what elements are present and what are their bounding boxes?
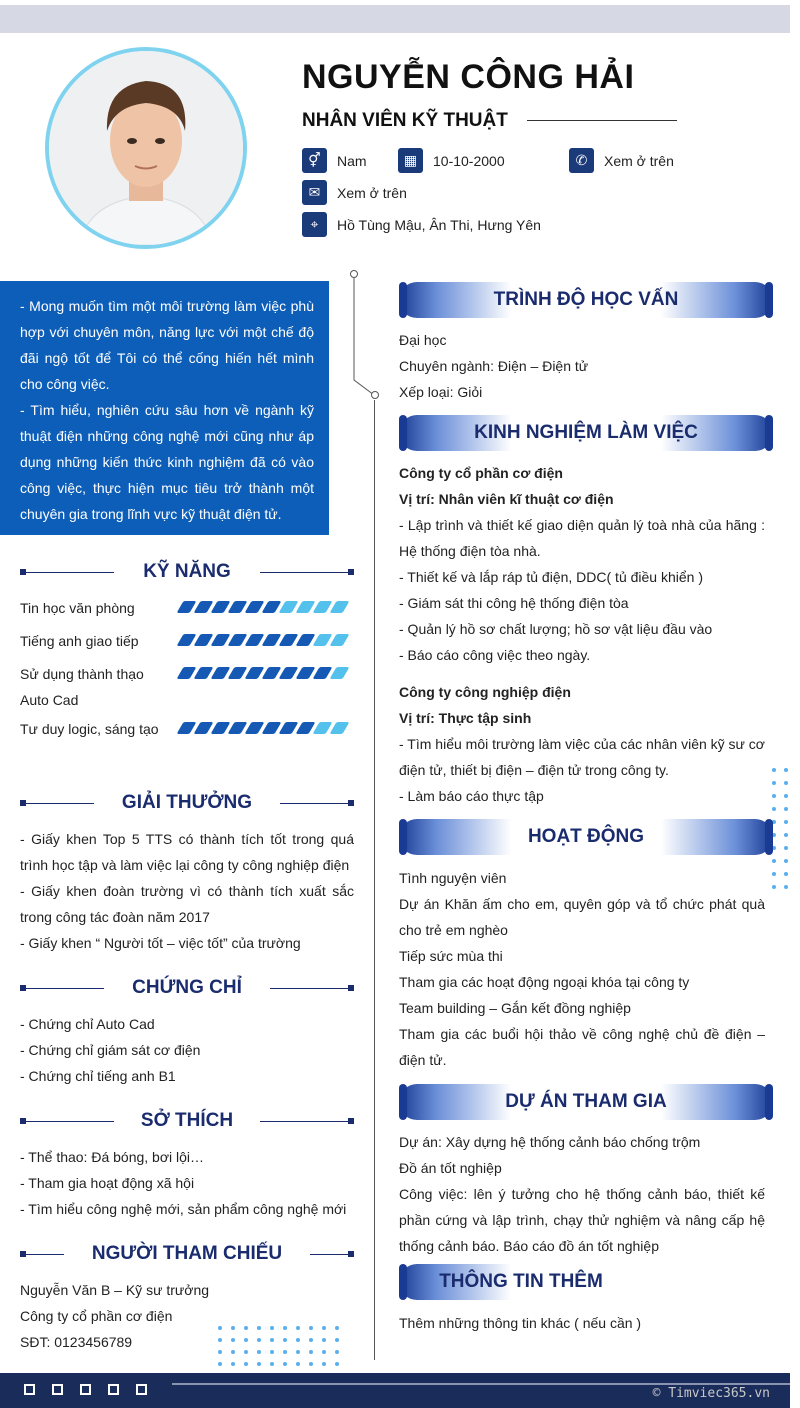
- gender-value: Nam: [337, 152, 367, 169]
- email-value: Xem ở trên: [337, 184, 407, 201]
- experience-heading: KINH NGHIỆM LÀM VIỆC: [399, 415, 773, 451]
- dot: [784, 807, 788, 811]
- dot: [335, 1362, 339, 1366]
- more-info-heading: THÔNG TIN THÊM: [399, 1264, 773, 1300]
- dot: [283, 1362, 287, 1366]
- dot: [270, 1326, 274, 1330]
- job-task: - Quản lý hồ sơ chất lượng; hồ sơ vật liệu đầu vào: [399, 621, 713, 637]
- address-row: [302, 212, 541, 237]
- email-row: [302, 180, 407, 205]
- avatar: [45, 47, 247, 249]
- dot: [244, 1326, 248, 1330]
- certificate-item: - Chứng chỉ giám sát cơ điện: [20, 1042, 201, 1058]
- company-name: Công ty cổ phần cơ điện: [399, 465, 563, 481]
- dot: [231, 1362, 235, 1366]
- job-task: - Báo cáo công việc theo ngày.: [399, 647, 591, 663]
- mail-icon: ✉: [302, 180, 327, 205]
- dot: [784, 794, 788, 798]
- ribbon-cap: [765, 819, 773, 855]
- activity-item: Tình nguyện viên: [399, 870, 507, 886]
- skill-label: Tư duy logic, sáng tạo: [20, 721, 159, 737]
- ribbon-cap: [399, 819, 407, 855]
- dot: [296, 1362, 300, 1366]
- dot: [322, 1326, 326, 1330]
- dot: [784, 768, 788, 772]
- experience-job-2: [399, 679, 765, 809]
- ribbon-cap: [765, 1084, 773, 1120]
- objective-paragraph: - Tìm hiểu, nghiên cứu sâu hơn về ngành kỹ thuật điện những công nghệ mới cũng như áp dụng những kiến thức kinh nghiệm đã có vào công việc, thực hiện mục tiêu trở thành một chuyên gia trong lĩnh vực kỹ thuật điện tử.: [20, 402, 314, 522]
- dot: [784, 859, 788, 863]
- dot: [283, 1338, 287, 1342]
- ribbon-cap: [399, 282, 407, 318]
- job-task: - Tìm hiểu môi trường làm việc của các nhân viên kỹ sư cơ điện tử, thiết bị điện – điện tử trong công ty.: [399, 736, 765, 778]
- dot: [296, 1338, 300, 1342]
- dot: [335, 1350, 339, 1354]
- dot: [309, 1362, 313, 1366]
- career-objective: [0, 281, 329, 535]
- dot: [218, 1338, 222, 1342]
- dot: [231, 1326, 235, 1330]
- reference-line: Nguyễn Văn B – Kỹ sư trưởng: [20, 1282, 210, 1298]
- address-value: Hồ Tùng Mậu, Ân Thi, Hưng Yên: [337, 216, 541, 233]
- activities-list: [399, 865, 765, 1073]
- education-line: Chuyên ngành: Điện – Điện tử: [399, 358, 589, 374]
- title-underline: [527, 120, 677, 121]
- dot: [335, 1326, 339, 1330]
- job-task: - Lập trình và thiết kế giao diện quản lý toà nhà của hãng : Hệ thống điện tòa nhà.: [399, 517, 765, 559]
- phone-icon: ✆: [569, 148, 594, 173]
- dot: [244, 1350, 248, 1354]
- dob-value: 10-10-2000: [433, 152, 505, 169]
- more-info-text: Thêm những thông tin khác ( nếu cần ): [399, 1315, 642, 1331]
- dob-row: [398, 148, 505, 173]
- skill-bar: [180, 634, 346, 646]
- hobbies-list: [20, 1144, 354, 1222]
- square-icon: [80, 1384, 91, 1395]
- education-line: Xếp loại: Giỏi: [399, 384, 483, 400]
- dot: [772, 859, 776, 863]
- skill-bar-segment: [330, 601, 350, 613]
- phone-row: [569, 148, 674, 173]
- activity-item: Team building – Gắn kết đồng nghiệp: [399, 1000, 631, 1016]
- hobby-item: - Tham gia hoạt động xã hội: [20, 1175, 195, 1191]
- candidate-name: NGUYỄN CÔNG HẢI: [302, 58, 635, 96]
- reference-line: SĐT: 0123456789: [20, 1334, 133, 1350]
- activities-heading: HOẠT ĐỘNG: [399, 819, 773, 855]
- hobby-item: - Thể thao: Đá bóng, bơi lội…: [20, 1149, 205, 1165]
- project-line: Đồ án tốt nghiệp: [399, 1160, 502, 1176]
- job-title: NHÂN VIÊN KỸ THUẬT: [302, 110, 508, 131]
- dot: [322, 1362, 326, 1366]
- awards-list: [20, 826, 354, 956]
- copyright-text: © Timviec365.vn: [652, 1386, 770, 1401]
- awards-heading: GIẢI THƯỞNG: [20, 792, 354, 816]
- projects-list: [399, 1129, 765, 1259]
- dot: [772, 885, 776, 889]
- job-task: - Thiết kế và lắp ráp tủ điện, DDC( tủ điều khiển ): [399, 569, 704, 585]
- ribbon-cap: [399, 415, 407, 451]
- dot: [772, 768, 776, 772]
- project-line: Công việc: lên ý tưởng cho hệ thống cảnh báo, thiết kế phần cứng và lập trình, chạy thử nghiệm và nâng cấp hệ thống cảnh báo. Báo cáo đồ án tốt nghiệp: [399, 1186, 765, 1254]
- dot: [772, 794, 776, 798]
- skill-bar-segment: [330, 667, 350, 679]
- skill-bar: [180, 601, 346, 613]
- job-position: Vị trí: Nhân viên kĩ thuật cơ điện: [399, 491, 614, 507]
- dot: [309, 1326, 313, 1330]
- job-task: - Làm báo cáo thực tập: [399, 788, 544, 804]
- dot: [784, 781, 788, 785]
- dot: [322, 1350, 326, 1354]
- education-line: Đại học: [399, 332, 447, 348]
- dot: [244, 1362, 248, 1366]
- top-band: [0, 5, 790, 33]
- project-line: Dự án: Xây dựng hệ thống cảnh báo chống trộm: [399, 1134, 701, 1150]
- dot: [218, 1326, 222, 1330]
- dot: [283, 1326, 287, 1330]
- gender-row: [302, 148, 367, 173]
- certificate-item: - Chứng chỉ Auto Cad: [20, 1016, 155, 1032]
- reference-line: Công ty cổ phần cơ điện: [20, 1308, 173, 1324]
- square-icon: [24, 1384, 35, 1395]
- references-heading: NGƯỜI THAM CHIẾU: [20, 1243, 354, 1267]
- ribbon-cap: [399, 1264, 407, 1300]
- education-list: [399, 327, 765, 405]
- location-pin-icon: ⌖: [302, 212, 327, 237]
- skill-bar: [180, 722, 346, 734]
- skills-heading: KỸ NĂNG: [20, 561, 354, 585]
- objective-paragraph: - Mong muốn tìm một môi trường làm việc phù hợp với chuyên môn, năng lực với một chế độ đãi ngộ tốt để Tôi có thể cống hiến hết mình cho công việc.: [20, 298, 314, 392]
- decorative-dots: [772, 768, 788, 889]
- activity-item: Dự án Khăn ấm cho em, quyên góp và tổ chức phát quà cho trẻ em nghèo: [399, 896, 765, 938]
- dot: [772, 872, 776, 876]
- dot: [257, 1326, 261, 1330]
- dot: [270, 1362, 274, 1366]
- skill-bar-segment: [330, 634, 350, 646]
- dot: [257, 1338, 261, 1342]
- dot: [257, 1350, 261, 1354]
- dot: [218, 1362, 222, 1366]
- job-position: Vị trí: Thực tập sinh: [399, 710, 532, 726]
- references-list: [20, 1277, 220, 1355]
- footer-squares: [24, 1384, 147, 1395]
- dot: [231, 1338, 235, 1342]
- dot: [309, 1350, 313, 1354]
- dot: [257, 1362, 261, 1366]
- footer-divider: [172, 1383, 790, 1385]
- skill-bar: [180, 667, 346, 679]
- square-icon: [108, 1384, 119, 1395]
- ribbon-cap: [399, 1084, 407, 1120]
- dot: [283, 1350, 287, 1354]
- dot: [270, 1338, 274, 1342]
- hobby-item: - Tìm hiểu công nghệ mới, sản phẩm công nghệ mới: [20, 1201, 347, 1217]
- decorative-dots: [218, 1326, 339, 1366]
- dot: [784, 885, 788, 889]
- dot: [231, 1350, 235, 1354]
- square-icon: [52, 1384, 63, 1395]
- dot: [784, 872, 788, 876]
- skill-bar-segment: [330, 722, 350, 734]
- education-heading: TRÌNH ĐỘ HỌC VẤN: [399, 282, 773, 318]
- activity-item: Tham gia các buổi hội thảo về công nghệ chủ đề điện – điện tử.: [399, 1026, 765, 1068]
- activity-item: Tiếp sức mùa thi: [399, 948, 503, 964]
- dot: [335, 1338, 339, 1342]
- certificates-list: [20, 1011, 354, 1089]
- activity-item: Tham gia các hoạt động ngoại khóa tại công ty: [399, 974, 690, 990]
- phone-value: Xem ở trên: [604, 152, 674, 169]
- award-item: - Giấy khen Top 5 TTS có thành tích tốt trong quá trình học tập và làm việc lại công ty công nghiệp điện: [20, 831, 354, 873]
- ribbon-cap: [765, 282, 773, 318]
- dot: [772, 781, 776, 785]
- timeline-connector: [348, 268, 380, 408]
- job-task: - Giám sát thi công hệ thống điện tòa: [399, 595, 629, 611]
- dot: [309, 1338, 313, 1342]
- dot: [784, 833, 788, 837]
- dot: [322, 1338, 326, 1342]
- dot: [784, 846, 788, 850]
- dot: [218, 1350, 222, 1354]
- timeline-line: [374, 400, 375, 1360]
- square-icon: [136, 1384, 147, 1395]
- dot: [296, 1350, 300, 1354]
- skill-label: Tin học văn phòng: [20, 600, 135, 616]
- experience-job-1: [399, 460, 765, 668]
- projects-heading: DỰ ÁN THAM GIA: [399, 1084, 773, 1120]
- dot: [244, 1338, 248, 1342]
- skill-label: Sử dụng thành thạo Auto Cad: [20, 666, 144, 708]
- company-name: Công ty công nghiệp điện: [399, 684, 571, 700]
- dot: [784, 820, 788, 824]
- hobbies-heading: SỞ THÍCH: [20, 1110, 354, 1134]
- dot: [772, 807, 776, 811]
- dot: [296, 1326, 300, 1330]
- award-item: - Giấy khen đoàn trường vì có thành tích xuất sắc trong công tác đoàn năm 2017: [20, 883, 354, 925]
- gender-icon: ⚥: [302, 148, 327, 173]
- certificate-item: - Chứng chỉ tiếng anh B1: [20, 1068, 176, 1084]
- dot: [270, 1350, 274, 1354]
- skill-label: Tiếng anh giao tiếp: [20, 633, 139, 649]
- certificates-heading: CHỨNG CHỈ: [20, 977, 354, 1001]
- ribbon-cap: [765, 415, 773, 451]
- award-item: - Giấy khen “ Người tốt – việc tốt” của trường: [20, 935, 301, 951]
- cake-icon: ▦: [398, 148, 423, 173]
